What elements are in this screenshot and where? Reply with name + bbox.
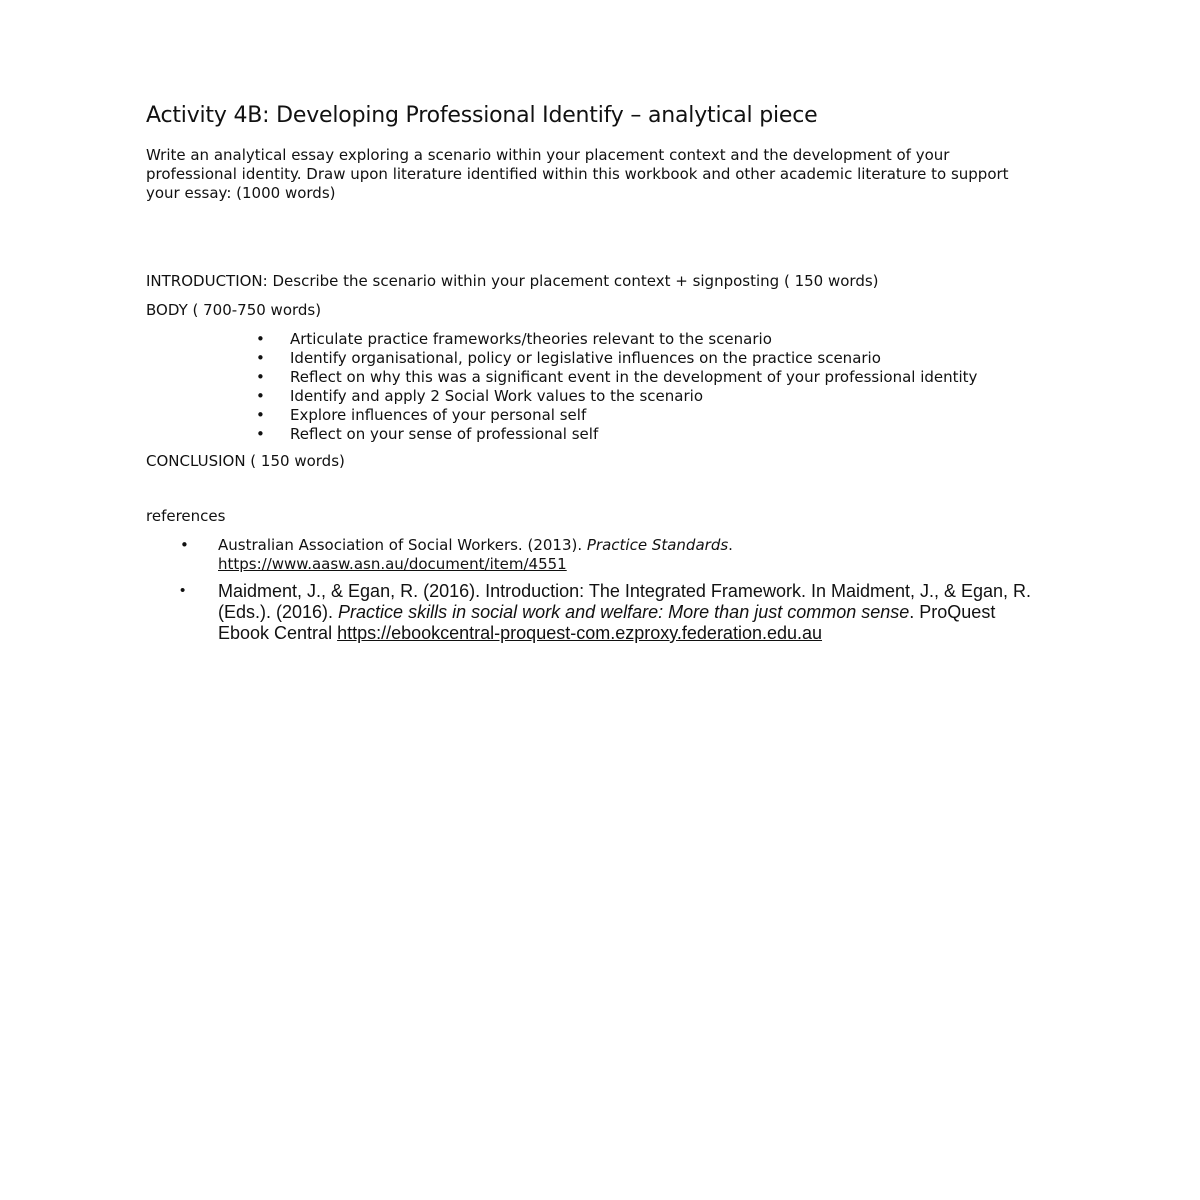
list-item [256, 387, 1050, 406]
conclusion-heading: CONCLUSION ( 150 words) [146, 452, 345, 470]
list-item [256, 330, 1050, 349]
references-list [146, 536, 1046, 644]
bullet-icon: • [256, 387, 265, 405]
reference-text: Australian Association of Social Workers. (2013). [218, 536, 587, 554]
body-heading: BODY ( 700-750 words) [146, 301, 322, 319]
list-item-text: Identify and apply 2 Social Work values to the scenario [290, 387, 703, 405]
bullet-icon: • [256, 330, 265, 348]
reference-title: Practice skills in social work and welfare: More than just common sense [338, 602, 910, 622]
list-item-text: Explore influences of your personal self [290, 406, 587, 424]
list-item [256, 349, 1050, 368]
assignment-instructions: Write an analytical essay exploring a scenario within your placement context and the development of your professional identity. Draw upon literature identified within this workbook and other academic literature to support your essay: (1000 words) [146, 146, 1009, 202]
list-item-text: Reflect on your sense of professional self [290, 425, 599, 443]
reference-text: . ProQuest Ebook Central [218, 602, 996, 643]
bullet-icon: • [256, 368, 265, 386]
introduction-heading: INTRODUCTION: Describe the scenario within your placement context + signposting ( 150 words) [146, 272, 879, 290]
list-item [256, 368, 1050, 387]
reference-link[interactable]: https://www.aasw.asn.au/document/item/4551 [218, 555, 567, 573]
document-page [146, 100, 1046, 644]
reference-text: . [728, 536, 733, 554]
list-item-text: Articulate practice frameworks/theories relevant to the scenario [290, 330, 772, 348]
reference-item [180, 581, 1038, 644]
references-heading: references [146, 507, 226, 525]
reference-title: Practice Standards [586, 536, 729, 554]
body-points-list [146, 330, 1046, 444]
page-title: Activity 4B: Developing Professional Identify – analytical piece [146, 103, 818, 128]
bullet-icon: • [180, 536, 189, 554]
reference-link[interactable]: https://ebookcentral-proquest-com.ezproxy.federation.edu.au [337, 623, 823, 643]
list-item-text: Identify organisational, policy or legislative influences on the practice scenario [290, 349, 881, 367]
list-item [256, 425, 1050, 444]
reference-text: Maidment, J., & Egan, R. (2016). Introduction: The Integrated Framework. In Maidment, J., & Egan, R. (Eds.). (2016). [218, 581, 1032, 622]
reference-item [180, 536, 778, 574]
bullet-icon: • [256, 349, 265, 367]
bullet-icon: • [256, 406, 265, 424]
bullet-icon: • [180, 582, 186, 599]
list-item [256, 406, 1050, 425]
bullet-icon: • [256, 425, 265, 443]
list-item-text: Reflect on why this was a significant event in the development of your professional identity [290, 368, 978, 386]
